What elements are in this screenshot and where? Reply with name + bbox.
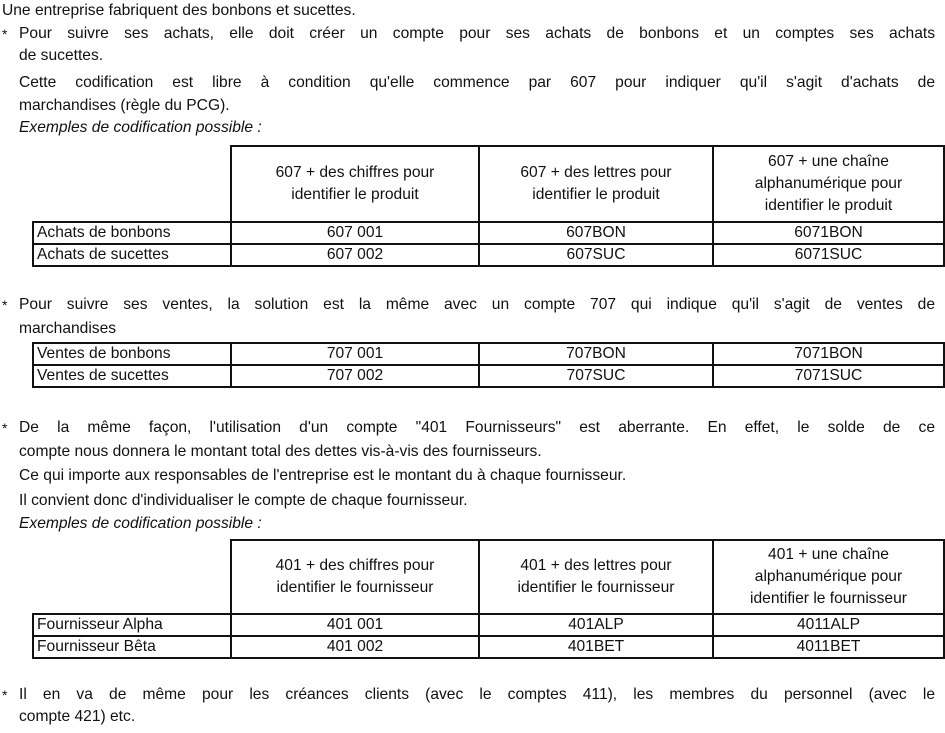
p1-examples-heading: Exemples de codification possible : <box>19 119 262 136</box>
table-cell: 401 001 <box>231 614 479 636</box>
table-row <box>33 244 944 266</box>
table-cell: 6071BON <box>713 222 944 244</box>
table-cell: 4011ALP <box>713 614 944 636</box>
table-cell: 707 001 <box>231 343 479 365</box>
p2-line1: Pour suivre ses ventes, la solution est la même avec un compte 707 qui indique qu'il s'agit de ventes de <box>19 296 935 313</box>
suppliers-codification-table <box>32 539 945 659</box>
row-label: Achats de sucettes <box>33 244 231 266</box>
table-cell: 607SUC <box>479 244 713 266</box>
table-header-row <box>33 146 944 222</box>
p3-examples-heading: Exemples de codification possible : <box>19 515 262 532</box>
table-cell: 6071SUC <box>713 244 944 266</box>
header-cell: 401 + une chaîne alphanumérique pour identifier le fournisseur <box>713 540 944 614</box>
purchases-codification-table <box>32 145 945 267</box>
table-cell: 607 001 <box>231 222 479 244</box>
table-row <box>33 343 944 365</box>
row-label: Fournisseur Bêta <box>33 636 231 658</box>
p2-line2: marchandises <box>19 320 117 337</box>
bullet-marker: * <box>2 297 8 313</box>
empty-corner-cell <box>33 146 231 222</box>
table-cell: 707BON <box>479 343 713 365</box>
bullet-marker: * <box>2 420 8 436</box>
table-cell: 607 002 <box>231 244 479 266</box>
p3-line4: Il convient donc d'individualiser le compte de chaque fournisseur. <box>19 492 468 509</box>
table-cell: 401 002 <box>231 636 479 658</box>
table-cell: 7071SUC <box>713 365 944 387</box>
table-row <box>33 222 944 244</box>
table-cell: 707SUC <box>479 365 713 387</box>
table-row <box>33 636 944 658</box>
row-label: Ventes de sucettes <box>33 365 231 387</box>
table-cell: 607BON <box>479 222 713 244</box>
header-cell: 607 + une chaîne alphanumérique pour identifier le produit <box>713 146 944 222</box>
empty-corner-cell <box>33 540 231 614</box>
p1-line3: Cette codification est libre à condition qu'elle commence par 607 pour indiquer qu'il s'agit d'achats de <box>19 74 935 91</box>
table-cell: 707 002 <box>231 365 479 387</box>
bullet-marker: * <box>2 26 8 42</box>
table-cell: 401BET <box>479 636 713 658</box>
row-label: Ventes de bonbons <box>33 343 231 365</box>
p3-line3: Ce qui importe aux responsables de l'entreprise est le montant du à chaque fournisseur. <box>19 467 627 484</box>
p4-line2: compte 421) etc. <box>19 708 136 725</box>
table-header-row <box>33 540 944 614</box>
table-cell: 7071BON <box>713 343 944 365</box>
table-row <box>33 614 944 636</box>
header-cell: 401 + des chiffres pour identifier le fournisseur <box>231 540 479 614</box>
p4-line1: Il en va de même pour les créances clients (avec le comptes 411), les membres du personnel (avec le <box>19 686 935 703</box>
intro-text: Une entreprise fabriquent des bonbons et sucettes. <box>2 2 356 19</box>
table-cell: 401ALP <box>479 614 713 636</box>
header-cell: 401 + des lettres pour identifier le fournisseur <box>479 540 713 614</box>
p1-line1: Pour suivre ses achats, elle doit créer un compte pour ses achats de bonbons et un comptes ses achats <box>19 25 935 42</box>
table-cell: 4011BET <box>713 636 944 658</box>
p3-line1: De la même façon, l'utilisation d'un compte "401 Fournisseurs" est aberrante. En effet, le solde de ce <box>19 419 935 436</box>
p1-line4: marchandises (règle du PCG). <box>19 97 230 114</box>
row-label: Achats de bonbons <box>33 222 231 244</box>
row-label: Fournisseur Alpha <box>33 614 231 636</box>
header-cell: 607 + des lettres pour identifier le produit <box>479 146 713 222</box>
p3-line2: compte nous donnera le montant total des dettes vis-à-vis des fournisseurs. <box>19 443 542 460</box>
table-row <box>33 365 944 387</box>
sales-codification-table <box>32 342 945 388</box>
bullet-marker: * <box>2 687 8 703</box>
p1-line2: de sucettes. <box>19 47 104 64</box>
header-cell: 607 + des chiffres pour identifier le produit <box>231 146 479 222</box>
